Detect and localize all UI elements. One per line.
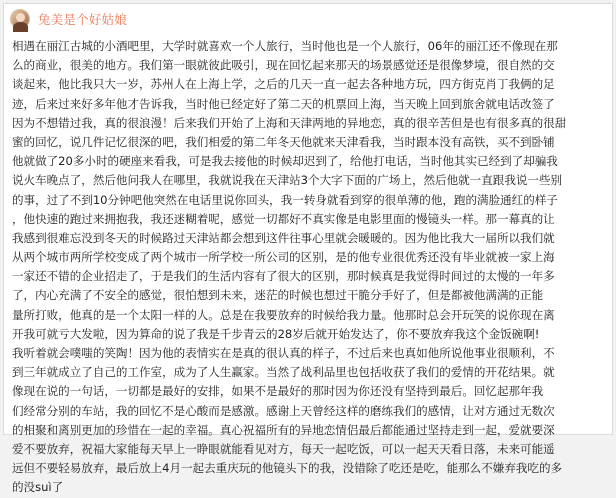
post-text-line: 的没suì了 — [12, 480, 64, 495]
post-text-line: 量所打败，他真的是一个太阳一样的人。总是在我要放弃的时候给我力量。他那时总会开玩笑的说你现在离 — [12, 307, 555, 322]
user-avatar[interactable] — [10, 9, 30, 29]
post-text-line: 从两个城市两所学校变成了两个城市一所学校一所公司的区别，是的他专业很优秀还没有毕业就被一家上海 — [12, 250, 555, 265]
post-text-line: 迹，后来过来好多年他才告诉我，当时他已经定好了第二天的机票回上海，当天晚上回到旅舍就电话改签了 — [12, 96, 555, 111]
post-text — [12, 37, 610, 498]
post-text-line: 到三年就成立了自己的工作室，成为了人生赢家。当然了战利品里也包括收获了我们的爱情的开花结果。就 — [12, 365, 555, 380]
post-text-line: 因为不想错过我，真的很浪漫！后来我们开始了上海和天津两地的异地恋，真的很辛苦但是也有很多真的很甜 — [12, 115, 567, 130]
post-text-line: 开我可就亏大发啦，因为算命的说了我是千步青云的28岁后就开始发达了，你不要放弃我这个金饭碗啊! — [12, 326, 540, 341]
username-link[interactable]: 兔美是个好姑娘 — [38, 12, 127, 27]
weibo-post-card — [3, 3, 613, 495]
post-text-line: 爱不要放弃，祝福大家能每天早上一睁眼就能看见对方，每天一起吃饭，可以一起天天看日落，未来可能遥 — [12, 441, 555, 456]
post-text-line: 了，内心充满了不安全的感觉，很怕想到未来，迷茫的时候也想过干脆分手好了，但是都被他满满的正能 — [12, 288, 544, 303]
post-text-line: 远但不要轻易放弃，最后放上4月一起去重庆玩的他镜头下的我，没错除了吃还是吃，能那么不嫌弃我吃的多 — [12, 461, 563, 476]
post-text-line: 蜜的回忆，说几件记忆很深的吧，我们相爱的第二年冬天他就来天津看我，当时跟本没有高铁，买不到卧铺 — [12, 134, 555, 149]
post-text-line: 我感到很难忘没到冬天的时候路过天津站都会想到这件往事心里就会暖暖的。因为他比我大一届所以我们就 — [12, 230, 555, 245]
post-text-line: ，他快速的跑过来拥抱我，我还迷糊着呢，感觉一切都好不真实像是电影里面的慢镜头一样。那一幕真的让 — [12, 211, 555, 226]
post-text-line: 们经常分别的车站，我的回忆不是心酸而是感激。感谢上天曾经这样的磨练我们的感情，让对方通过无数次 — [12, 403, 555, 418]
post-text-line: 的事，过了不到10分钟吧他突然在电话里说你回头，我一转身就看到穿的很单薄的他，跑的满脸通红的样子 — [12, 192, 558, 207]
post-text-line: 我听着就会噗嗤的笑陶！因为他的表情实在是真的很认真的样子，不过后来也真如他所说他事业很顺利，不 — [12, 346, 555, 360]
post-text-line: 谈起来，他比我只大一岁，苏州人在上海上学，之后的几天一直一起去各种地方玩，四方街克肖丁我俩的足 — [12, 77, 555, 92]
post-text-line: 说火车晚点了，然后他问我人在哪里，我就说我在天津站3个大字下面的广场上，然后他就一直跟我说一些别 — [12, 173, 563, 188]
post-header — [4, 4, 612, 34]
post-text-line: 一家还不错的企业招走了，于是我们的生活内容有了很大的区别，那时候真是我觉得时间过的太慢的一年多 — [12, 269, 555, 284]
post-text-line: 么的商业，很美的地方。我们第一眼就彼此吸引，现在回忆起来那天的场景感觉还是很像梦境，很自然的交 — [12, 58, 555, 73]
post-text-line: 的相聚和离别更加的珍惜在一起的幸福。真心祝福所有的异地恋情侣最后都能通过坚持走到一起，爱就要深 — [12, 422, 555, 437]
post-text-line: 他就做了20多小时的硬座来看我，可是我去接他的时候却迟到了，给他打电话，当时他其实已经到了却骗我 — [12, 154, 558, 169]
post-text-line: 相遇在丽江古城的小酒吧里，大学时就喜欢一个人旅行，当时他也是一个人旅行，06年的丽江还不像现在那 — [12, 39, 558, 53]
post-text-line: 像现在说的一句话，一切都是最好的安排，如果不是最好的那时因为你还没有坚持到最后。回忆起那年我 — [12, 384, 544, 399]
